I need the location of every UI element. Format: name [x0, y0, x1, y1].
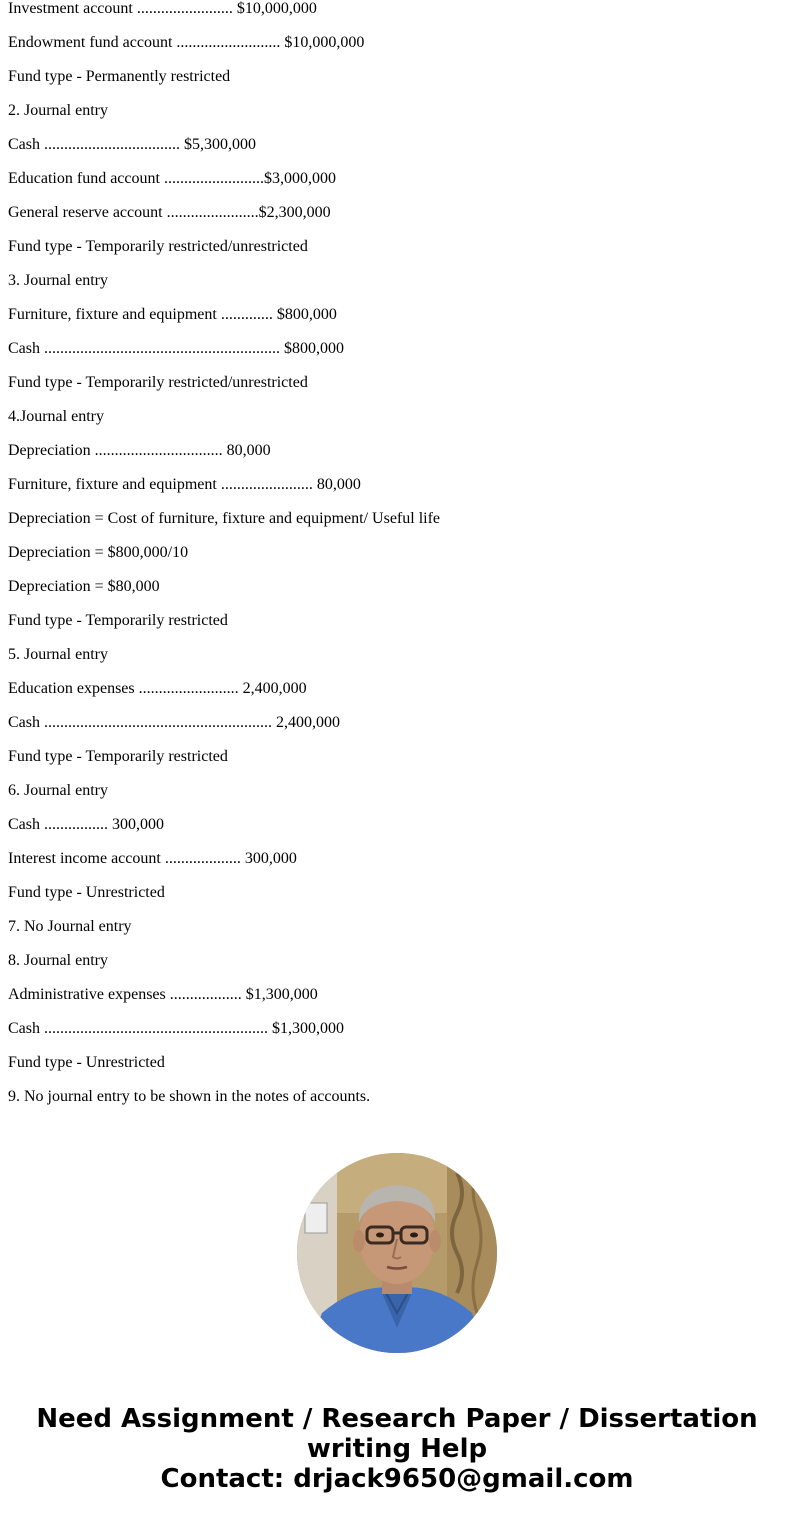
text-line: Fund type - Temporarily restricted — [8, 612, 228, 629]
text-line: Fund type - Unrestricted — [8, 1054, 165, 1071]
text-line: Furniture, fixture and equipment ............. $800,000 — [8, 306, 337, 323]
text-line: Depreciation = $800,000/10 — [8, 544, 189, 561]
author-avatar — [297, 1153, 497, 1353]
text-line: Interest income account ................... 300,000 — [8, 850, 297, 867]
text-line: 5. Journal entry — [8, 646, 108, 663]
text-line: 7. No Journal entry — [8, 918, 132, 935]
text-line: 4.Journal entry — [8, 408, 104, 425]
text-line: Endowment fund account .......................... $10,000,000 — [8, 34, 365, 51]
text-line: Fund type - Unrestricted — [8, 884, 165, 901]
text-line: Administrative expenses .................. $1,300,000 — [8, 986, 318, 1003]
text-line: Depreciation ................................ 80,000 — [8, 442, 271, 459]
text-line: 9. No journal entry to be shown in the notes of accounts. — [8, 1088, 371, 1105]
text-line: 8. Journal entry — [8, 952, 108, 969]
banner-line-2: writing Help — [306, 1434, 488, 1464]
banner-line-1: Need Assignment / Research Paper / Dissertation — [36, 1404, 758, 1434]
text-line: Depreciation = $80,000 — [8, 578, 160, 595]
text-line: Fund type - Permanently restricted — [8, 68, 231, 85]
text-line: Cash .................................. $5,300,000 — [8, 136, 256, 153]
text-line: Furniture, fixture and equipment ....................... 80,000 — [8, 476, 361, 493]
text-line: Fund type - Temporarily restricted/unrestricted — [8, 374, 308, 391]
text-line: 6. Journal entry — [8, 782, 108, 799]
text-line: General reserve account .......................$2,300,000 — [8, 204, 331, 221]
text-line: Fund type - Temporarily restricted/unrestricted — [8, 238, 308, 255]
text-line: Fund type - Temporarily restricted — [8, 748, 228, 765]
text-line: 2. Journal entry — [8, 102, 108, 119]
text-line: Education fund account .........................$3,000,000 — [8, 170, 336, 187]
text-line: Cash ................ 300,000 — [8, 816, 164, 833]
text-line: Depreciation = Cost of furniture, fixture and equipment/ Useful life — [8, 510, 441, 527]
text-line: 3. Journal entry — [8, 272, 108, 289]
person-portrait-icon — [297, 1153, 497, 1353]
text-line: Education expenses ......................... 2,400,000 — [8, 680, 307, 697]
contact-banner — [0, 1404, 794, 1494]
text-line: Investment account ........................ $10,000,000 — [8, 0, 317, 17]
text-line: Cash ........................................................ $1,300,000 — [8, 1020, 344, 1037]
contact-email: Contact: drjack9650@gmail.com — [160, 1464, 634, 1494]
text-line: Cash ........................................................... $800,000 — [8, 340, 344, 357]
document-body — [8, 0, 786, 1122]
text-line: Cash ......................................................... 2,400,000 — [8, 714, 340, 731]
